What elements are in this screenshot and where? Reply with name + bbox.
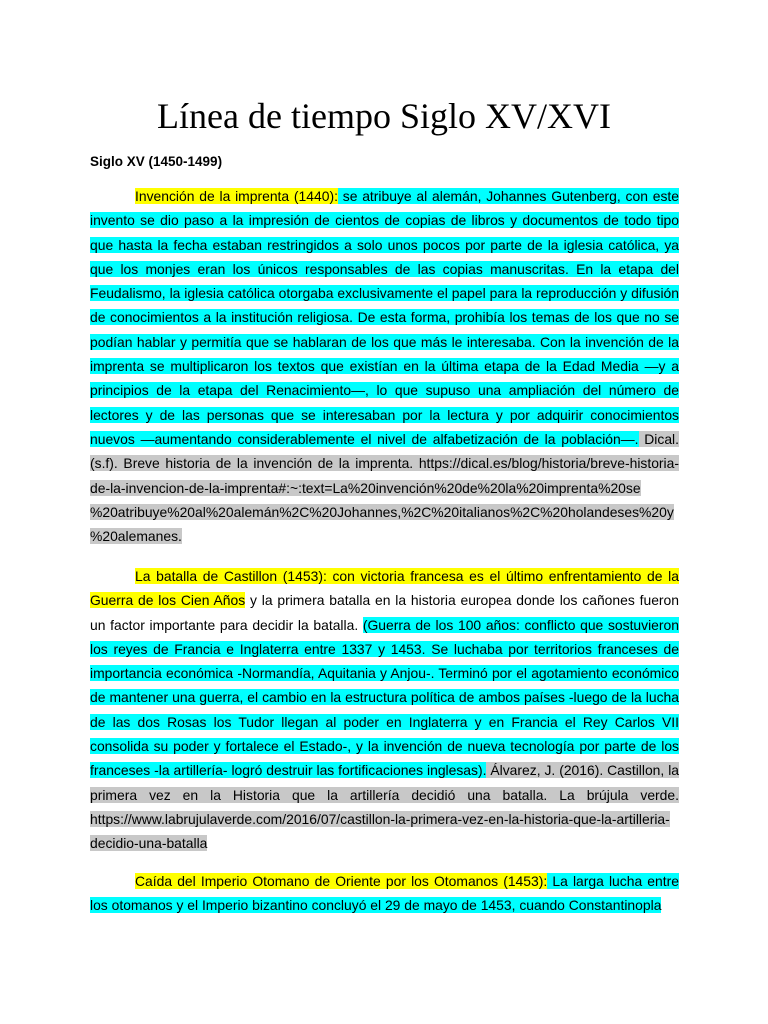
citation-highlight: Dical. (s.f). Breve historia de la invención de la imprenta. https://dical.es/blog/historia/breve-historia-de-la-invencion-de-la-imprenta#:~:text=La%20invención%20de%20la%20imprenta%20se %20atribuye%20al%20alemán%2C%20Johannes,%2C%20italianos%2C%20holandeses%20y %20alemanes. — [90, 430, 680, 545]
paragraph-castillon — [90, 564, 679, 856]
paragraph-heading-highlight: Caída del Imperio Otomano de Oriente por los Otomanos (1453): — [135, 873, 548, 889]
paragraph-body-highlight: (Guerra de los 100 años: conflicto que sostuvieron los reyes de Francia e Inglaterra entre 1337 y 1453. Se luchaba por territorios franceses de importancia económica -Normandía, Aquitania y Anjou-. Terminó por el agotamiento económico de mantener una guerra, el cambio en la estructura política de ambos países -luego de la lucha de las dos Rosas los Tudor llegan al poder en Inglaterra y en Francia el Rey Carlos VII consolida su poder y fortalece el Estado-, y la invención de nueva tecnología por parte de los franceses -la artillería- logró destruir las fortificaciones inglesas). — [90, 616, 679, 779]
paragraph-plain-text: y la primera batalla en la historia europea donde los cañones fueron un factor importante para decidir la batalla. — [90, 592, 679, 633]
paragraph-imprenta — [90, 184, 679, 548]
paragraph-constantinopla — [90, 869, 679, 918]
paragraph-body-highlight: se atribuye al alemán, Johannes Gutenberg, con este invento se dio paso a la impresión de cientos de copias de libros y documentos de todo tipo que hasta la fecha estaban restringidos a solo unos pocos por parte de la iglesia católica, ya que los monjes eran los únicos responsables de las copias manuscritas. En la etapa del Feudalismo, la iglesia católica otorgaba exclusivamente el papel para la reproducción y difusión de conocimientos a la institución religiosa. De esta forma, prohibía los temas de los que no se podían hablar y permitía que se hablaran de los que más le interesaba. Con la invención de la imprenta se multiplicaron los textos que existían en la última etapa de la Edad Media —y a principios de la etapa del Renacimiento—, lo que supuso una ampliación del número de lectores y de las personas que se interesaban por la lectura y por adquirir conocimientos nuevos —aumentando considerablemente el nivel de alfabetización de la población—. — [90, 188, 679, 447]
section-heading: Siglo XV (1450-1499) — [90, 154, 223, 169]
paragraph-heading-highlight: Invención de la imprenta (1440): — [135, 188, 338, 204]
citation-highlight: Álvarez, J. (2016). Castillon, la primera vez en la Historia que la artillería decidió una batalla. La brújula verde. https://www.labrujulaverde.com/2016/07/castillon-la-primera-vez-en-la-historia-que-la-artilleria-decidio-una-batalla — [90, 762, 679, 852]
paragraph-body-highlight: La larga lucha entre los otomanos y el Imperio bizantino concluyó el 29 de mayo de 1453, cuando Constantinopla — [90, 873, 679, 914]
page-title: Línea de tiempo Siglo XV/XVI — [157, 96, 611, 136]
paragraph-heading-highlight: La batalla de Castillon (1453): con victoria francesa es el último enfrentamiento de la Guerra de los Cien Años — [90, 568, 679, 609]
